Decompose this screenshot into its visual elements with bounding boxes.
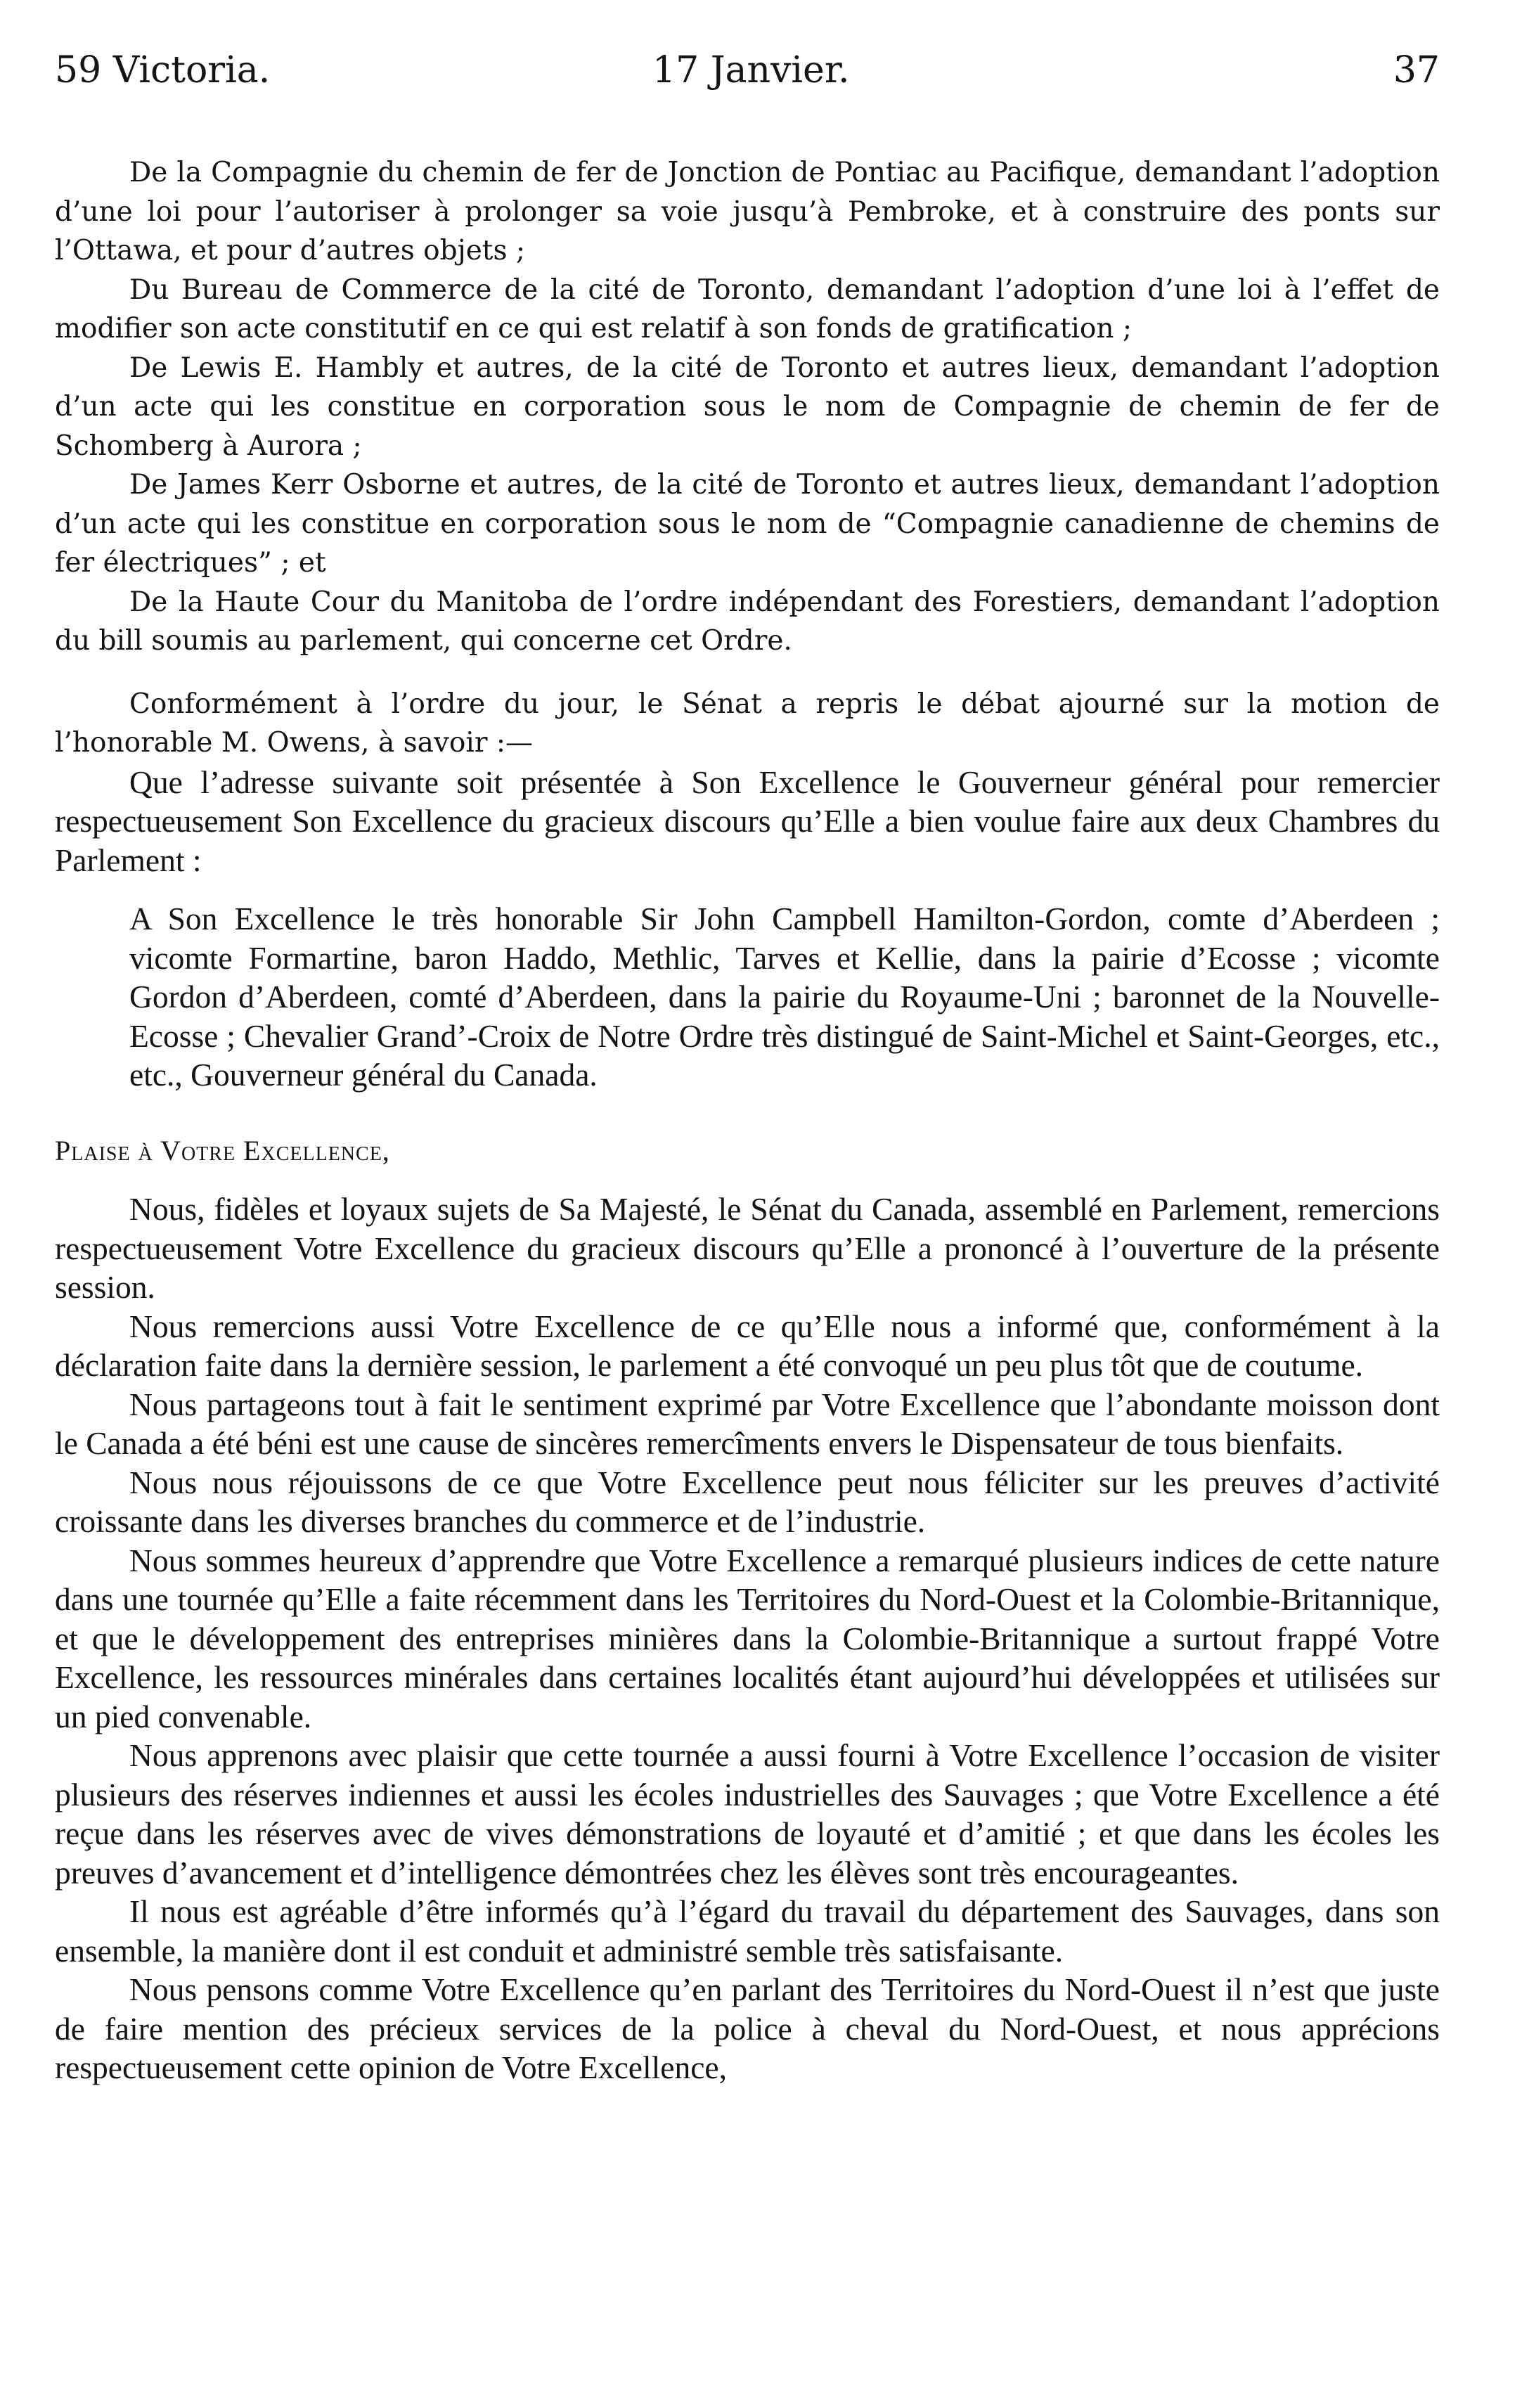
address-paragraph: Nous apprenons avec plaisir que cette tournée a aussi fourni à Votre Excellence l’occasion de visiter plusieurs des réserves indiennes et aussi les écoles industrielles des Sauvages ; que Votre Excellence a été reçue dans les réserves avec de vives démonstrations de loyauté et d’amitié ; et que dans les écoles les preuves d’avancement et d’intelligence démontrées chez les élèves sont très encourageantes.: [55, 1737, 1440, 1891]
header-date: 17 Janvier.: [652, 49, 850, 91]
address-paragraph: Il nous est agréable d’être informés qu’à l’égard du travail du département des Sauvages, dans son ensemble, la manière dont il est conduit et administré semble très satisfaisante.: [55, 1893, 1440, 1969]
journal-page: [55, 42, 1440, 2087]
address-body: [55, 1190, 1440, 2087]
debate-intro-paragraph: Conformément à l’ordre du jour, le Sénat a repris le débat ajourné sur la motion de l’honorable M. Owens, à savoir :—: [55, 688, 1440, 759]
petition-paragraph: De Lewis E. Hambly et autres, de la cité de Toronto et autres lieux, demandant l’adoption d’un acte qui les constitue en corporation sous le nom de Compagnie de chemin de fer de Schomberg à Aurora ;: [55, 352, 1440, 462]
address-paragraph: Nous sommes heureux d’apprendre que Votre Excellence a remarqué plusieurs indices de cette nature dans une tournée qu’Elle a faite récemment dans les Territoires du Nord-Ouest et la Colombie-Britannique, et que le développement des entreprises minières dans la Colombie-Britannique a surtout frappé Votre Excellence, les ressources minérales dans certaines localités étant aujourd’hui développées et utilisées sur un pied convenable.: [55, 1542, 1440, 1734]
petition-paragraph: De la Compagnie du chemin de fer de Jonction de Pontiac au Pacifique, demandant l’adoption d’une loi pour l’autoriser à prolonger sa voie jusqu’à Pembroke, et à construire des ponts sur l’Ottawa, et pour d’autres objets ;: [55, 157, 1440, 266]
address-paragraph: Nous remercions aussi Votre Excellence de ce qu’Elle nous a informé que, conformément à la déclaration faite dans la dernière session, le parlement a été convoqué un peu plus tôt que de coutume.: [55, 1308, 1440, 1383]
address-paragraph: Nous, fidèles et loyaux sujets de Sa Majesté, le Sénat du Canada, assemblé en Parlement, remercions respectueusement Votre Excellence du gracieux discours qu’Elle a prononcé à l’ouverture de la présente session.: [55, 1191, 1440, 1305]
petitions-list: [55, 153, 1440, 661]
address-paragraph: Nous nous réjouissons de ce que Votre Excellence peut nous féliciter sur les preuves d’activité croissante dans les diverses branches du commerce et de l’industrie.: [55, 1464, 1440, 1539]
motion-paragraph: Que l’adresse suivante soit présentée à Son Excellence le Gouverneur général pour remercier respectueusement Son Excellence du gracieux discours qu’Elle a bien voulue faire aux deux Chambres du Parlement :: [55, 764, 1440, 878]
addressee-block: [55, 899, 1440, 1095]
petition-paragraph: De James Kerr Osborne et autres, de la cité de Toronto et autres lieux, demandant l’adoption d’un acte qui les constitue en corporation sous le nom de “Compagnie canadienne de chemins de fer électriques” ; et: [55, 469, 1440, 579]
petition-paragraph: Du Bureau de Commerce de la cité de Toronto, demandant l’adoption d’une loi à l’effet de modifier son acte constitutif en ce qui est relatif à son fonds de gratification ;: [55, 273, 1440, 345]
address-paragraph: Nous partageons tout à fait le sentiment exprimé par Votre Excellence que l’abondante moisson dont le Canada a été béni est une cause de sincères remercîments envers le Dispensateur de tous bienfaits.: [55, 1386, 1440, 1461]
debate-intro-block: [55, 685, 1440, 763]
header-regnal-year: 59 Victoria.: [55, 49, 271, 91]
addressee-paragraph: A Son Excellence le très honorable Sir John Campbell Hamilton-Gordon, comte d’Aberdeen ; vicomte Formartine, baron Haddo, Methlic, Tarves et Kellie, dans la pairie d’Ecosse ; vicomte Gordon d’Aberdeen, comté d’Aberdeen, dans la pairie du Royaume-Uni ; baronnet de la Nouvelle-Ecosse ; Chevalier Grand’-Croix de Notre Ordre très distingué de Saint-Michel et Saint-Georges, etc., etc., Gouverneur général du Canada.: [129, 901, 1440, 1093]
address-paragraph: Nous pensons comme Votre Excellence qu’en parlant des Territoires du Nord-Ouest il n’est que juste de faire mention des précieux services de la police à cheval du Nord-Ouest, et nous apprécions respectueusement cette opinion de Votre Excellence,: [55, 1971, 1440, 2085]
page-number: 37: [1393, 49, 1440, 91]
running-header: [55, 42, 1440, 98]
petition-paragraph: De la Haute Cour du Manitoba de l’ordre indépendant des Forestiers, demandant l’adoption du bill soumis au parlement, qui concerne cet Ordre.: [55, 586, 1440, 657]
salutation: Plaise à Votre Excellence,: [55, 1134, 390, 1166]
motion-block: [55, 763, 1440, 880]
